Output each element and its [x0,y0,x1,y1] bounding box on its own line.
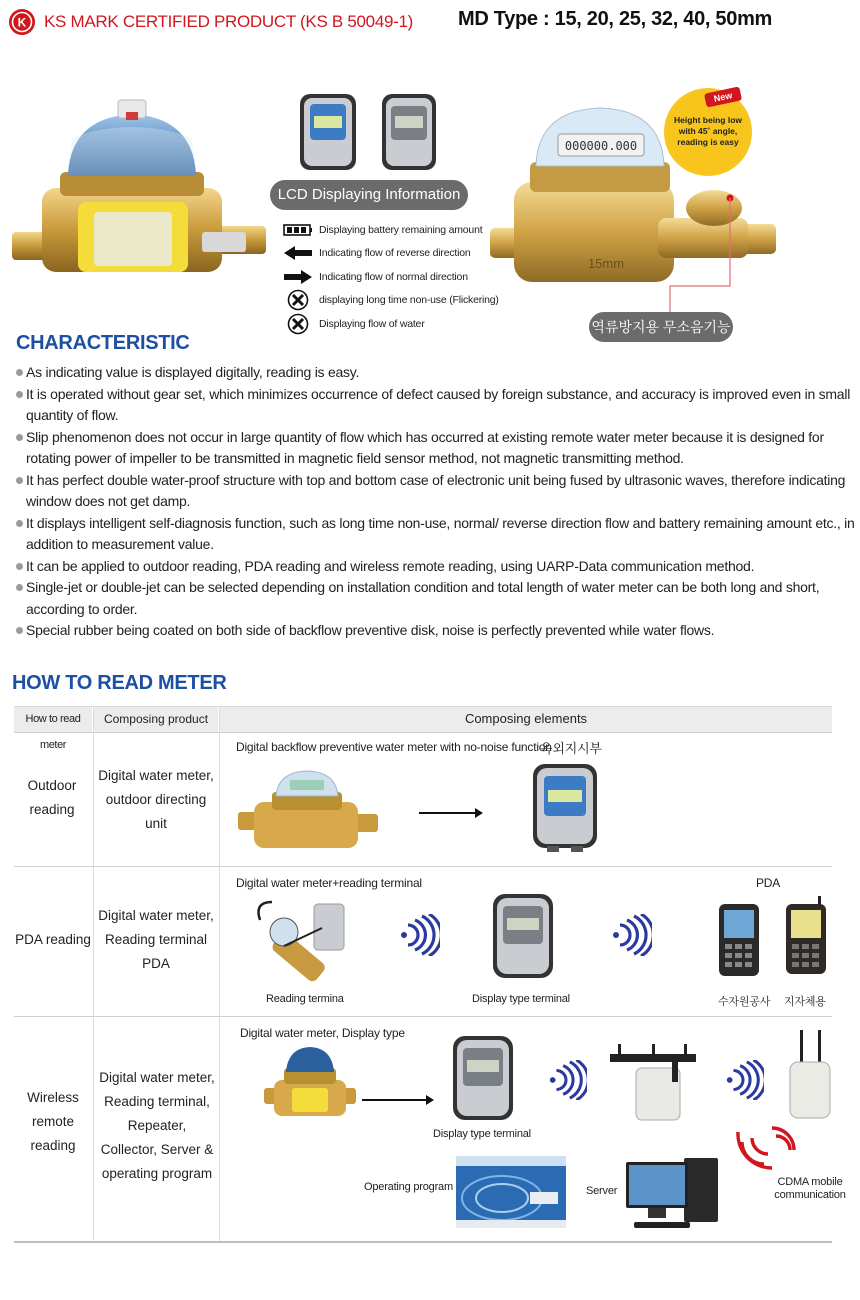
display-terminal-image [491,892,555,982]
lcd-item-text: Indicating flow of normal direction [319,270,468,283]
operating-program-screenshot [456,1156,566,1228]
meter-image-outdoor [238,768,378,852]
wireless-signal-icon [608,914,652,956]
lcd-item-text: Indicating flow of reverse direction [319,247,471,260]
row-method-pda: PDA reading [15,932,91,947]
pda-device-image-1 [717,902,761,978]
header-product: Composing product [94,706,218,732]
row-method-wireless: Wireless remote reading [27,1090,79,1153]
lcd-item-text: Displaying flow of water [319,317,425,330]
arrow-right-icon [283,267,313,287]
row-product-wireless: Digital water meter, Reading terminal, Repeater, Collector, Server & operating program [99,1070,215,1181]
flow-arrow [419,812,481,814]
callout-line [660,190,740,315]
operating-program-label: Operating program [364,1181,453,1193]
cdma-label: CDMA mobile communication [774,1176,846,1201]
characteristic-list [14,362,856,642]
lcd-info-label: LCD Displaying Information [270,180,468,210]
characteristic-item: Single-jet or double-jet can be selected depending on installation condition and total length of water meter can be both long and short, according to order. [14,577,856,620]
flow-arrow [362,1099,432,1101]
lcd-item-text: Displaying battery remaining amount [319,223,483,236]
lcd-item-nonuse [283,289,499,313]
lcd-item-battery [283,218,499,242]
display-unit-image-2 [380,92,438,172]
ks-logo [8,8,36,36]
characteristic-title: CHARACTERISTIC [16,332,190,354]
new-tag: New [704,86,742,107]
x-circle-icon [283,290,313,310]
wireless-signal-icon [545,1060,587,1100]
display-terminal-image-wireless [451,1034,515,1124]
table-rule [14,866,832,867]
lcd-item-flow [283,312,499,336]
svg-text:000000.000: 000000.000 [564,139,638,153]
header-elements: Composing elements [220,706,832,732]
header-method: How to read meter [14,706,92,732]
server-computer-image [624,1154,720,1232]
cdma-signal-icon [736,1124,800,1170]
arrow-left-icon [283,243,313,263]
svg-text:K: K [17,15,27,30]
characteristic-item: Special rubber being coated on both side of backflow preventive disk, noise is perfectly prevented while water flows. [14,620,856,642]
lcd-item-text: displaying long time non-use (Flickering) [319,294,499,307]
water-meter-image-left [8,96,270,292]
meter-image-wireless [264,1044,356,1122]
ks-certified-title: KS MARK CERTIFIED PRODUCT (KS B 50049-1) [44,12,414,31]
characteristic-item: It has perfect double water-proof structure with top and bottom case of electronic unit being fused by ultrasonic waves, therefore indicating window does not get damp. [14,470,856,513]
svg-text:15mm: 15mm [587,256,625,271]
pda-label: PDA [756,876,781,890]
feature-badge-text: Height being low with 45˚ angle, reading is easy [674,115,742,147]
lcd-item-normal [283,265,499,289]
characteristic-item: It displays intelligent self-diagnosis function, such as long time non-use, normal/ reverse direction flow and battery remaining amount etc., in addition to measurement value. [14,513,856,556]
row-caption-outdoor: Digital backflow preventive water meter with no-noise function [236,740,552,754]
characteristic-item: Slip phenomenon does not occur in large quantity of flow which has occurred at existing remote water meter because it is designed for rotating power of impeller to be transmitted in magnetic field sensor method, not magnetic transmitting method. [14,427,856,470]
characteristic-item: It can be applied to outdoor reading, PDA reading and wireless remote reading, using UARP-Data communication method. [14,556,856,578]
row-caption-ko-outdoor: 옥외지시부 [540,741,602,756]
table-rule [14,1016,832,1017]
pda-device-image-2 [784,896,828,976]
how-to-read-title: HOW TO READ METER [12,672,227,694]
display-terminal-label-2: Display type terminal [433,1128,531,1140]
display-terminal-label: Display type terminal [472,993,570,1005]
collector-image [786,1030,834,1122]
lcd-item-reverse [283,242,499,266]
server-label: Server [586,1185,618,1197]
table-divider [93,706,94,1241]
row-caption-wireless: Digital water meter, Display type [240,1026,405,1040]
battery-icon [283,220,313,240]
display-unit-outdoor [531,762,599,854]
table-rule [14,706,832,707]
korean-feature-label: 역류방지용 무소음기능 [589,312,733,342]
table-divider [219,706,220,1241]
characteristic-item: As indicating value is displayed digitally, reading is easy. [14,362,856,384]
row-method-outdoor: Outdoor reading [27,778,77,817]
wireless-signal-icon [396,914,440,956]
repeater-image [608,1044,698,1124]
row-product-pda: Digital water meter, Reading terminal PDA [98,908,214,971]
row-caption-pda: Digital water meter+reading terminal [236,876,422,890]
reading-terminal-label: Reading termina [266,993,344,1005]
characteristic-item: It is operated without gear set, which minimizes occurrence of defect caused by foreign substance, and accuracy is improved even in small quantity of flow. [14,384,856,427]
md-type-title: MD Type : 15, 20, 25, 32, 40, 50mm [458,8,773,30]
table-rule [14,732,832,733]
wireless-signal-icon [722,1060,764,1100]
table-rule [14,1241,832,1243]
x-circle-icon [283,314,313,334]
pda-kwater-label: 수자원공사 [718,996,771,1008]
display-unit-image-1 [298,92,358,172]
lcd-info-list [283,218,499,336]
row-product-outdoor: Digital water meter, outdoor directing unit [98,768,214,831]
pda-local-label: 지자체용 [784,996,826,1008]
meter-with-terminal-image [248,898,348,986]
